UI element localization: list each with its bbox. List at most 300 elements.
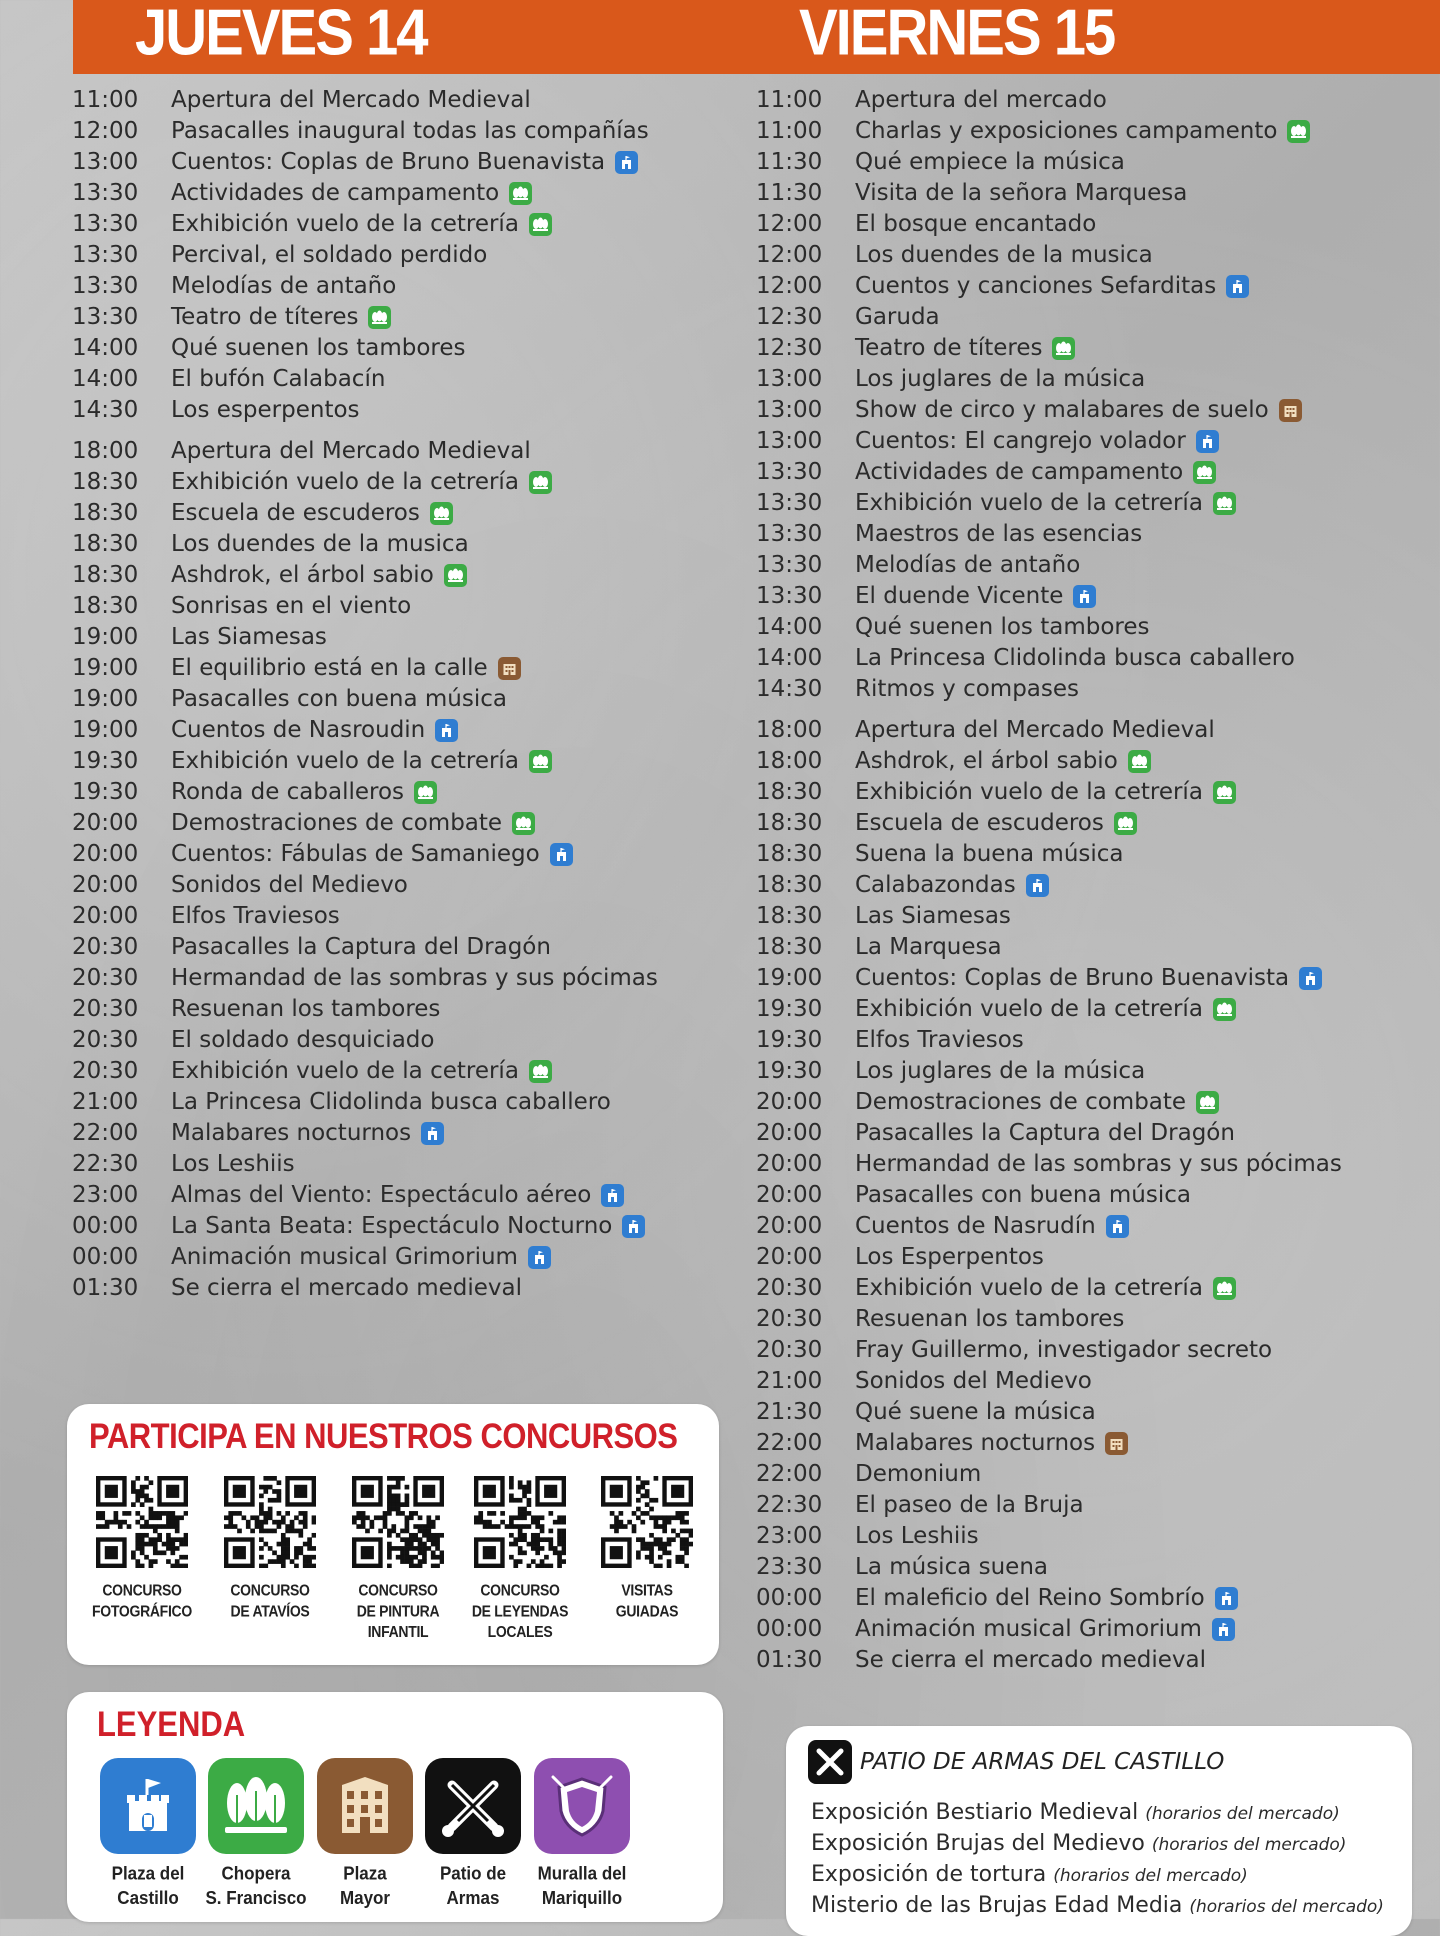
event-name: Cuentos de Nasrudín [855, 1213, 1096, 1239]
event-name: Demonium [855, 1461, 982, 1487]
schedule-row [72, 271, 712, 302]
contest-label-line: LOCALES [487, 1622, 553, 1641]
contest-label-line: FOTOGRÁFICO [92, 1602, 192, 1620]
event-time: 20:00 [756, 1120, 823, 1146]
contest-label-line: CONCURSO [102, 1581, 182, 1599]
event-time: 13:30 [72, 211, 139, 237]
event-name: Se cierra el mercado medieval [855, 1647, 1207, 1673]
legend-label [88, 1862, 208, 1910]
event-time: 14:00 [72, 366, 139, 392]
schedule-row [756, 746, 1396, 777]
event-name: Ashdrok, el árbol sabio [855, 748, 1118, 774]
schedule-viernes [756, 85, 1396, 1676]
schedule-row [756, 1180, 1396, 1211]
event-name: El equilibrio está en la calle [171, 655, 488, 681]
legend-label-line: Castillo [117, 1887, 179, 1909]
schedule-row [756, 808, 1396, 839]
contest-label [338, 1580, 458, 1643]
event-time: 11:30 [756, 180, 823, 206]
crossed-swords-icon [425, 1758, 521, 1854]
legend-label-line: Plaza del [111, 1863, 185, 1884]
trees-icon [529, 213, 552, 236]
schedule-row [756, 302, 1396, 333]
event-name: La música suena [855, 1554, 1049, 1580]
event-name: Los Leshiis [855, 1523, 979, 1549]
schedule-row [72, 85, 712, 116]
contest-label-line: DE LEYENDAS [471, 1602, 569, 1620]
patio-item [811, 1860, 1384, 1891]
contests-card [67, 1404, 719, 1665]
schedule-row [756, 963, 1396, 994]
patio-list [811, 1798, 1384, 1922]
schedule-row [756, 1521, 1396, 1552]
event-time: 19:30 [756, 996, 823, 1022]
event-name: El duende Vicente [855, 583, 1064, 609]
patio-item-hours: (horarios del mercado) [1151, 1835, 1347, 1855]
castle-icon [615, 151, 638, 174]
event-name: Exhibición vuelo de la cetrería [171, 211, 519, 237]
event-time: 00:00 [72, 1244, 139, 1270]
schedule-row [756, 1335, 1396, 1366]
event-time: 21:00 [756, 1368, 823, 1394]
schedule-row [756, 839, 1396, 870]
schedule-row [756, 1459, 1396, 1490]
schedule-row [72, 240, 712, 271]
schedule-row [756, 333, 1396, 364]
trees-icon [1128, 750, 1151, 773]
event-time: 20:00 [756, 1182, 823, 1208]
schedule-row [756, 1428, 1396, 1459]
event-name: La Marquesa [855, 934, 1002, 960]
event-time: 11:00 [756, 87, 823, 113]
schedule-row [756, 1304, 1396, 1335]
schedule-row [72, 963, 712, 994]
event-name: Qué empiece la música [855, 149, 1125, 175]
contest-label [210, 1580, 330, 1622]
event-time: 18:30 [756, 779, 823, 805]
event-time: 22:00 [72, 1120, 139, 1146]
event-time: 20:30 [756, 1306, 823, 1332]
event-time: 19:00 [72, 624, 139, 650]
event-time: 19:30 [72, 779, 139, 805]
event-time: 20:00 [72, 810, 139, 836]
contest-label-line: DE PINTURA [356, 1602, 440, 1620]
event-time: 19:30 [756, 1058, 823, 1084]
legend-item [88, 1758, 208, 1909]
event-name: Qué suene la música [855, 1399, 1096, 1425]
event-name: Exhibición vuelo de la cetrería [855, 1275, 1203, 1301]
event-time: 13:30 [756, 583, 823, 609]
contest-item[interactable] [587, 1476, 707, 1618]
event-name: Ashdrok, el árbol sabio [171, 562, 434, 588]
castle-icon [528, 1246, 551, 1269]
building-icon [1105, 1432, 1128, 1455]
trees-icon [444, 564, 467, 587]
event-name: Resuenan los tambores [171, 996, 441, 1022]
legend-label-line: Muralla del [537, 1863, 627, 1884]
event-name: Ronda de caballeros [171, 779, 405, 805]
event-name: Los juglares de la música [855, 1058, 1146, 1084]
schedule-row [72, 1211, 712, 1242]
castle-icon [421, 1122, 444, 1145]
event-time: 11:30 [756, 149, 823, 175]
schedule-row [756, 1211, 1396, 1242]
schedule-row [756, 674, 1396, 705]
event-time: 11:00 [72, 87, 139, 113]
schedule-row [756, 1490, 1396, 1521]
event-name: Exhibición vuelo de la cetrería [171, 1058, 519, 1084]
event-time: 22:30 [72, 1151, 139, 1177]
event-name: La Princesa Clidolinda busca caballero [171, 1089, 611, 1115]
event-name: Melodías de antaño [855, 552, 1081, 578]
event-name: El maleficio del Reino Sombrío [855, 1585, 1205, 1611]
event-time: 20:00 [756, 1244, 823, 1270]
event-time: 18:30 [72, 500, 139, 526]
contest-label-line: VISITAS [621, 1581, 673, 1599]
qr-code-icon[interactable] [352, 1476, 444, 1568]
event-time: 18:00 [756, 748, 823, 774]
patio-card [786, 1726, 1412, 1936]
event-name: Pasacalles inaugural todas las compañías [171, 118, 649, 144]
schedule-row [756, 1149, 1396, 1180]
patio-item-hours: (horarios del mercado) [1145, 1804, 1340, 1824]
event-name: Malabares nocturnos [855, 1430, 1096, 1456]
event-name: Garuda [855, 304, 940, 330]
patio-item [811, 1798, 1384, 1829]
event-name: Qué suenen los tambores [855, 614, 1150, 640]
contest-label-line: CONCURSO [358, 1581, 438, 1599]
schedule-row [756, 1118, 1396, 1149]
castle-icon [1226, 275, 1249, 298]
trees-icon [1213, 492, 1236, 515]
event-name: Actividades de campamento [855, 459, 1184, 485]
trees-icon [414, 781, 437, 804]
schedule-row [72, 364, 712, 395]
event-time: 20:00 [756, 1213, 823, 1239]
schedule-row [72, 1242, 712, 1273]
legend-item [522, 1758, 642, 1909]
contest-label-line: INFANTIL [367, 1622, 429, 1641]
event-time: 20:30 [72, 1027, 139, 1053]
event-time: 18:30 [756, 841, 823, 867]
event-name: Sonidos del Medievo [855, 1368, 1092, 1394]
trees-icon [208, 1758, 304, 1854]
event-time: 20:30 [756, 1275, 823, 1301]
schedule-row [72, 395, 712, 426]
event-name: Calabazondas [855, 872, 1016, 898]
event-time: 20:00 [72, 872, 139, 898]
event-time: 18:30 [72, 531, 139, 557]
patio-item-hours: (horarios del mercado) [1189, 1897, 1384, 1917]
event-time: 22:30 [756, 1492, 823, 1518]
schedule-row [756, 1056, 1396, 1087]
schedule-row [756, 901, 1396, 932]
legend-label-line: S. Francisco [205, 1887, 307, 1909]
building-icon [1279, 399, 1302, 422]
qr-code-icon[interactable] [474, 1476, 566, 1568]
castle-icon [1215, 1587, 1238, 1610]
legend-label-line: Patio de [439, 1863, 507, 1884]
event-time: 13:30 [756, 552, 823, 578]
castle-icon [1026, 874, 1049, 897]
event-time: 20:30 [72, 934, 139, 960]
schedule-row [72, 901, 712, 932]
schedule-row [756, 178, 1396, 209]
legend-label [522, 1862, 642, 1910]
event-time: 18:30 [756, 872, 823, 898]
legend-item [413, 1758, 533, 1909]
schedule-row [756, 870, 1396, 901]
event-time: 18:30 [72, 562, 139, 588]
event-time: 23:30 [756, 1554, 823, 1580]
contest-item[interactable] [210, 1476, 330, 1618]
event-name: Apertura del Mercado Medieval [171, 87, 531, 113]
contest-label-line: GUIADAS [615, 1602, 679, 1620]
event-name: Cuentos: Coplas de Bruno Buenavista [171, 149, 606, 175]
schedule-row [72, 529, 712, 560]
legend-item [196, 1758, 316, 1909]
schedule-row [756, 550, 1396, 581]
event-name: Charlas y exposiciones campamento [855, 118, 1278, 144]
schedule-row [72, 1056, 712, 1087]
event-name: Los duendes de la musica [171, 531, 469, 557]
qr-code-icon[interactable] [224, 1476, 316, 1568]
contests-title: PARTICIPA EN NUESTROS CONCURSOS [89, 1416, 678, 1457]
castle-icon [1106, 1215, 1129, 1238]
event-name: Exhibición vuelo de la cetrería [855, 996, 1203, 1022]
event-time: 00:00 [72, 1213, 139, 1239]
event-time: 20:30 [72, 1058, 139, 1084]
event-name: Almas del Viento: Espectáculo aéreo [171, 1182, 592, 1208]
event-name: Teatro de títeres [855, 335, 1043, 361]
event-name: Cuentos: Fábulas de Samaniego [171, 841, 540, 867]
schedule-row [72, 560, 712, 591]
castle-icon [1073, 585, 1096, 608]
event-name: Animación musical Grimorium [171, 1244, 518, 1270]
event-time: 11:00 [756, 118, 823, 144]
event-name: Pasacalles la Captura del Dragón [855, 1120, 1235, 1146]
event-time: 20:00 [72, 903, 139, 929]
trees-icon [509, 182, 532, 205]
legend-item [305, 1758, 425, 1909]
event-name: Exhibición vuelo de la cetrería [855, 490, 1203, 516]
schedule-row [756, 715, 1396, 746]
trees-icon [1196, 1091, 1219, 1114]
event-name: Animación musical Grimorium [855, 1616, 1202, 1642]
event-time: 14:00 [72, 335, 139, 361]
legend-label [305, 1862, 425, 1910]
event-time: 01:30 [72, 1275, 139, 1301]
event-name: Demostraciones de combate [171, 810, 503, 836]
event-name: El bufón Calabacín [171, 366, 386, 392]
event-name: Cuentos: Coplas de Bruno Buenavista [855, 965, 1290, 991]
event-time: 18:30 [756, 903, 823, 929]
trees-icon [529, 750, 552, 773]
event-time: 20:30 [72, 965, 139, 991]
contest-item[interactable] [338, 1476, 458, 1641]
event-time: 18:30 [756, 934, 823, 960]
event-name: Apertura del Mercado Medieval [855, 717, 1215, 743]
trees-icon [529, 1060, 552, 1083]
event-time: 13:30 [72, 273, 139, 299]
event-time: 00:00 [756, 1616, 823, 1642]
event-name: Sonidos del Medievo [171, 872, 408, 898]
building-icon [498, 657, 521, 680]
patio-title-text: PATIO DE ARMAS DEL CASTILLO [860, 1749, 1225, 1775]
event-time: 21:30 [756, 1399, 823, 1425]
schedule-row [756, 1087, 1396, 1118]
schedule-row [756, 1583, 1396, 1614]
schedule-row [756, 1552, 1396, 1583]
event-name: La Santa Beata: Espectáculo Nocturno [171, 1213, 613, 1239]
event-time: 00:00 [756, 1585, 823, 1611]
schedule-row [756, 519, 1396, 550]
castle-icon [601, 1184, 624, 1207]
building-icon [317, 1758, 413, 1854]
patio-item [811, 1829, 1384, 1860]
schedule-row [72, 839, 712, 870]
event-name: Suena la buena música [855, 841, 1124, 867]
event-name: Ritmos y compases [855, 676, 1080, 702]
event-name: Los duendes de la musica [855, 242, 1153, 268]
event-time: 01:30 [756, 1647, 823, 1673]
schedule-row [72, 147, 712, 178]
shield-icon [534, 1758, 630, 1854]
event-time: 23:00 [756, 1523, 823, 1549]
event-name: Teatro de títeres [171, 304, 359, 330]
event-name: El soldado desquiciado [171, 1027, 435, 1053]
schedule-row [756, 1242, 1396, 1273]
event-time: 22:00 [756, 1461, 823, 1487]
trees-icon [368, 306, 391, 329]
schedule-row [756, 488, 1396, 519]
event-time: 13:00 [756, 428, 823, 454]
event-time: 14:30 [756, 676, 823, 702]
schedule-row [72, 1118, 712, 1149]
legend-label-line: Chopera [221, 1863, 291, 1884]
castle-icon [100, 1758, 196, 1854]
event-name: Pasacalles la Captura del Dragón [171, 934, 551, 960]
event-name: Los juglares de la música [855, 366, 1146, 392]
patio-title [808, 1740, 1224, 1784]
event-name: Melodías de antaño [171, 273, 397, 299]
schedule-row [72, 1025, 712, 1056]
patio-item-name: Misterio de las Brujas Edad Media [811, 1893, 1190, 1918]
schedule-row [72, 116, 712, 147]
legend-label [413, 1862, 533, 1910]
schedule-row [72, 932, 712, 963]
event-time: 13:30 [72, 304, 139, 330]
event-name: Resuenan los tambores [855, 1306, 1125, 1332]
crossed-swords-icon [808, 1740, 852, 1784]
header-bar [73, 0, 1440, 74]
event-name: Qué suenen los tambores [171, 335, 466, 361]
trees-icon [529, 471, 552, 494]
event-time: 21:00 [72, 1089, 139, 1115]
event-name: Cuentos de Nasroudin [171, 717, 426, 743]
event-time: 18:00 [756, 717, 823, 743]
legend-card [67, 1692, 723, 1922]
trees-icon [1114, 812, 1137, 835]
event-time: 13:30 [72, 180, 139, 206]
schedule-row [72, 467, 712, 498]
event-name: Visita de la señora Marquesa [855, 180, 1188, 206]
schedule-row [72, 436, 712, 467]
castle-icon [1212, 1618, 1235, 1641]
event-time: 14:30 [72, 397, 139, 423]
event-time: 20:00 [756, 1151, 823, 1177]
event-time: 19:00 [756, 965, 823, 991]
event-name: Hermandad de las sombras y sus pócimas [855, 1151, 1342, 1177]
event-name: Exhibición vuelo de la cetrería [171, 748, 519, 774]
schedule-row [72, 591, 712, 622]
contest-label [82, 1580, 202, 1622]
schedule-row [72, 777, 712, 808]
event-time: 12:00 [756, 273, 823, 299]
contest-label [587, 1580, 707, 1622]
legend-label-line: Mariquillo [541, 1887, 623, 1909]
event-name: El bosque encantado [855, 211, 1097, 237]
schedule-row [72, 622, 712, 653]
schedule-row [756, 932, 1396, 963]
legend-label-line: Plaza [343, 1863, 387, 1884]
event-name: Actividades de campamento [171, 180, 500, 206]
contest-item[interactable] [82, 1476, 202, 1618]
event-time: 14:00 [756, 645, 823, 671]
trees-icon [430, 502, 453, 525]
event-name: Apertura del Mercado Medieval [171, 438, 531, 464]
event-time: 20:00 [72, 841, 139, 867]
event-name: Los Leshiis [171, 1151, 295, 1177]
contest-label-line: DE ATAVÍOS [230, 1602, 310, 1620]
schedule-row [72, 1273, 712, 1304]
event-time: 13:30 [756, 459, 823, 485]
event-time: 19:00 [72, 686, 139, 712]
day-title-viernes: VIERNES 15 [799, 0, 1115, 69]
schedule-row [756, 1273, 1396, 1304]
qr-code-icon[interactable] [96, 1476, 188, 1568]
event-time: 13:30 [756, 490, 823, 516]
schedule-row [756, 116, 1396, 147]
event-time: 19:30 [756, 1027, 823, 1053]
event-name: Demostraciones de combate [855, 1089, 1187, 1115]
trees-icon [1213, 781, 1236, 804]
event-name: Escuela de escuderos [855, 810, 1104, 836]
event-name: Maestros de las esencias [855, 521, 1143, 547]
contest-item[interactable] [460, 1476, 580, 1641]
event-name: Show de circo y malabares de suelo [855, 397, 1269, 423]
trees-icon [512, 812, 535, 835]
event-name: La Princesa Clidolinda busca caballero [855, 645, 1295, 671]
event-time: 13:30 [756, 521, 823, 547]
contest-label-line: CONCURSO [230, 1581, 310, 1599]
event-time: 14:00 [756, 614, 823, 640]
event-name: Sonrisas en el viento [171, 593, 412, 619]
event-name: Se cierra el mercado medieval [171, 1275, 523, 1301]
legend-title: LEYENDA [97, 1704, 246, 1745]
patio-item-name: Exposición de tortura [811, 1862, 1054, 1887]
schedule-row [72, 1087, 712, 1118]
day-title-jueves: JUEVES 14 [135, 0, 427, 69]
contest-label [460, 1580, 580, 1643]
qr-code-icon[interactable] [601, 1476, 693, 1568]
schedule-row [72, 808, 712, 839]
event-name: Las Siamesas [855, 903, 1011, 929]
event-time: 18:30 [72, 593, 139, 619]
schedule-row [72, 178, 712, 209]
event-name: Las Siamesas [171, 624, 327, 650]
legend-label [196, 1862, 316, 1910]
